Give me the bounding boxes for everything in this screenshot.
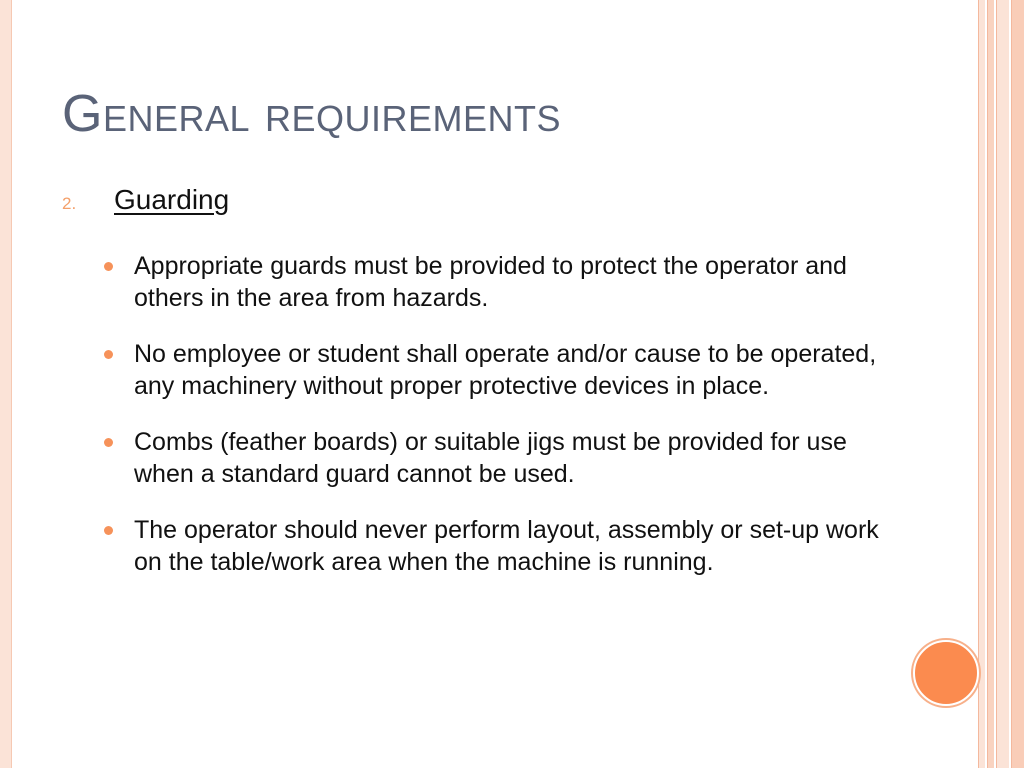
right-frame-stripe: [996, 0, 1009, 768]
bullet-dot-icon: [104, 526, 113, 535]
bullet-text: No employee or student shall operate and/or cause to be operated, any machinery without proper protective devices in place.: [134, 340, 877, 400]
bullet-text: Combs (feather boards) or suitable jigs must be provided for use when a standard guard cannot be used.: [134, 428, 847, 488]
bullet-list: [104, 250, 884, 602]
slide-title: General requirements: [62, 85, 561, 143]
section-label: Guarding: [114, 184, 230, 215]
right-frame-stripe: [987, 0, 994, 768]
bullet-text: The operator should never perform layout, assembly or set-up work on the table/work area when the machine is running.: [134, 516, 879, 576]
right-frame-stripe: [978, 0, 985, 768]
bullet-item: [104, 250, 884, 314]
section-heading: [62, 184, 922, 216]
bullet-item: [104, 514, 884, 578]
bullet-text: Appropriate guards must be provided to protect the operator and others in the area from hazards.: [134, 252, 847, 312]
bullet-dot-icon: [104, 438, 113, 447]
bullet-dot-icon: [104, 350, 113, 359]
bullet-dot-icon: [104, 262, 113, 271]
bullet-item: [104, 426, 884, 490]
section-number: 2.: [62, 194, 77, 213]
decorative-circle: [913, 640, 979, 706]
bullet-item: [104, 338, 884, 402]
left-frame-border: [0, 0, 12, 768]
right-frame-stripe: [1011, 0, 1024, 768]
